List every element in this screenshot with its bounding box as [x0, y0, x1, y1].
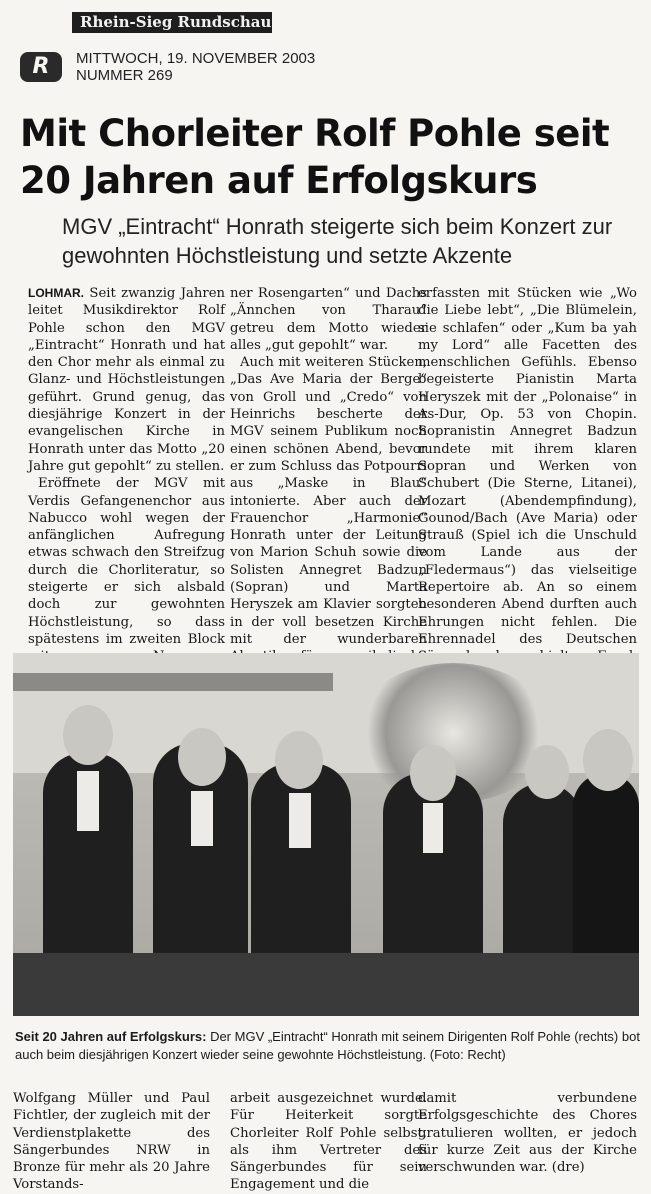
article-bottom-column-2: arbeit ausgezeichnet wurde. Für Heiterkeit sorgte Chorleiter Rolf Pohle selbst, als ihm Vertreter des Sängerbundes für sein Engagement und die	[230, 1091, 427, 1193]
article-paragraph	[28, 285, 225, 475]
article-column-3	[418, 285, 637, 683]
choir-photo	[13, 653, 639, 1016]
article-paragraph: Eröffnete der MGV mit Verdis Gefangenenchor aus Nabucco wohl wegen der anfänglichen Aufregung etwas schwach den Streifzug durch die Chorliteratur, so steigerte er sich alsbald doch zur gewohnten Höchstleistung, so dass spätestens im zweiten Block	[28, 476, 225, 647]
photo-wood-beam	[13, 673, 333, 691]
subheadline: MGV „Eintracht“ Honrath steigerte sich beim Konzert zur gewohnten Höchstleistung und setzte Akzente	[62, 214, 613, 268]
photo-singer-head	[525, 745, 569, 799]
photo-singer-shirt	[77, 771, 99, 831]
article-bottom-column-1: Wolfgang Müller und Paul Fichtler, der zugleich mit der Verdienstplakette des Sängerbundes NRW in Bronze für mehr als 20 Jahre Vorstands-	[13, 1091, 210, 1193]
dateline	[76, 50, 315, 84]
paragraph-text: Seit zwanzig Jahren leitet Musikdirektor Rolf Pohle schon den MGV „Eintracht“ Honrath und hat den Chor mehr als einmal zu Glanz- und Höchstleistungen geführt. Grund genug, das diesjährige Konzert in der evangelischen Kirche in Honrath unter das Motto „20 Jahre gut gepohlt“ zu stellen.	[28, 286, 225, 474]
dateline-place: LOHMAR.	[28, 286, 84, 300]
photo-conductor	[573, 773, 639, 983]
photo-music-stands	[13, 953, 639, 1016]
photo-singer-head	[63, 705, 113, 765]
photo-conductor-head	[583, 729, 633, 791]
article-paragraph: ner Rosengarten“ und Dachs „Ännchen von Tharau“ getreu dem Motto wieder alles „gut gepohlt“ war.	[230, 286, 427, 353]
article-column-1	[28, 285, 225, 700]
newspaper-logo-icon: R	[20, 52, 62, 82]
photo-singer-shirt	[423, 803, 443, 853]
article-paragraph: Auch mit weiteren Stücken, „Das Ave Maria der Berge“ von Groll und „Credo“ von Heinrichs bescherte der MGV seinem Publikum noch einen schönen Abend, bevor er zum Schluss das Potpourri aus „Maske in Blau“ intonierte. Aber auch der Frauenchor „Harmonie“ Honrath unter der Leitung von Marion Schuh sowie die Solisten Annegret Badzun (Sopran) und Marta Heryszek am Klavier sorgten in der voll besetzen Kirche mit der wunderbaren	[230, 355, 427, 647]
article-paragraph: erfassten mit Stücken wie „Wo die Liebe lebt“, „Die Blümelein, sie schlafen“ oder „Kum ba yah my Lord“ alle Facetten des menschlichen Gefühls. Ebenso begeisterte Pianistin Marta Heryszek mit der „Polonaise“ in As-Dur, Op. 53 von Chopin. Sopranistin Annegret Badzun rundete mit ihrem klaren Sopran und Werken von Schubert (Die Sterne, Litanei), Mozart (Abendempfindung), Gounod/Bach (Ave Maria) oder Strauß (Spiel ich die Unschuld vom Lande aus der „Fledermaus“) das vielseitige Repertoire ab. An so einem besonderen Abend durften auch Ehrungen nicht fehlen. Die Ehrennadel des Deutschen	[418, 286, 637, 647]
photo-caption	[15, 1028, 640, 1064]
article-bottom-column-3: damit verbundene Erfolgsgeschichte des Chores gratulieren wollten, er jedoch für kurze Zeit aus der Kirche verschwunden war. (dre)	[418, 1091, 637, 1176]
photo-singer-head	[410, 745, 456, 801]
photo-singer-head	[275, 731, 323, 789]
article-column-2	[230, 285, 427, 700]
newspaper-masthead: Rhein-Sieg Rundschau	[72, 12, 272, 33]
photo-singer-shirt	[191, 791, 213, 846]
issue-number: NUMMER 269	[76, 67, 173, 84]
photo-singer-shirt	[289, 793, 311, 848]
headline: Mit Chorleiter Rolf Pohle seit 20 Jahren auf Erfolgskurs	[20, 112, 610, 202]
caption-lead: Seit 20 Jahren auf Erfolgskurs:	[15, 1029, 207, 1044]
photo-singer-head	[178, 728, 226, 786]
caption-text: Der MGV „Eintracht“ Honrath mit seinem Dirigenten Rolf Pohle (rechts) bot auch beim diesjährigen Konzert wieder seine gewohnte Höchstleistung. (Foto: Recht)	[15, 1029, 640, 1062]
issue-date: MITTWOCH, 19. NOVEMBER 2003	[76, 50, 316, 67]
